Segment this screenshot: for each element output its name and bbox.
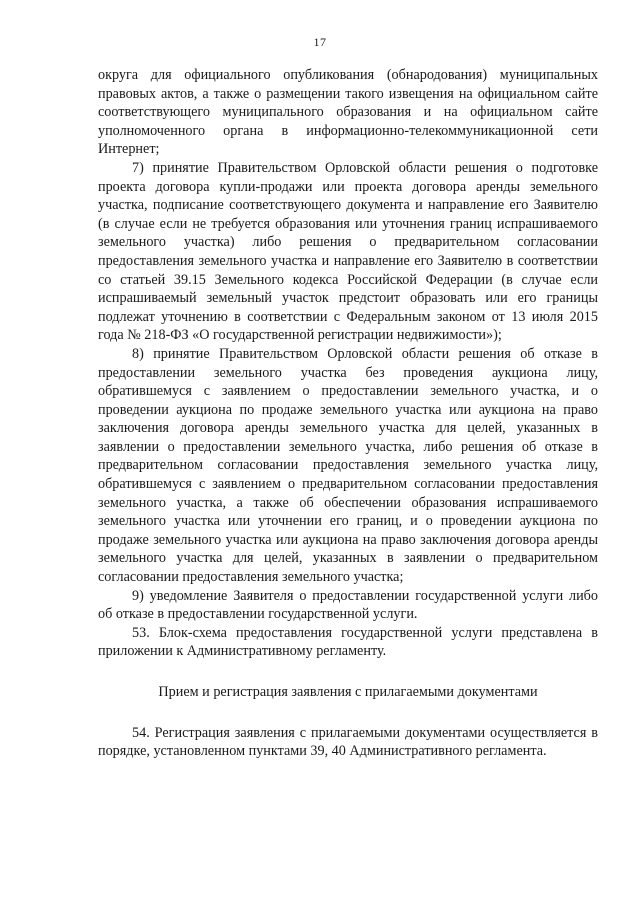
paragraph-item-7: 7) принятие Правительством Орловской области решения о подготовке проекта договора купли-продажи или проекта договора аренды земельного участка, подписание соответствующего документа и направление его Заявителю (в случае если не требуется образования или уточнения границ испрашиваемого земельного участка) либо решения о предварительном согласовании предоставления земельного участка и направление его Заявителю в соответствии со статьей 39.15 Земельного кодекса Российской Федерации (в случае если испрашиваемый земельный участок предстоит образовать или его границы подлежат уточнению в соответствии с Федеральным законом от 13 июля 2015 года № 218-ФЗ «О государственной регистрации недвижимости»);	[98, 159, 598, 344]
page-number: 17	[313, 35, 327, 49]
paragraph-item-53: 53. Блок-схема предоставления государственной услуги представлена в приложении к Административному регламенту.	[98, 624, 598, 660]
paragraph-item-9: 9) уведомление Заявителя о предоставлении государственной услуги либо об отказе в предоставлении государственной услуги.	[98, 587, 598, 623]
section-heading: Прием и регистрация заявления с прилагаемыми документами	[158, 684, 538, 700]
paragraph-item-54: 54. Регистрация заявления с прилагаемыми документами осуществляется в порядке, установленном пунктами 39, 40 Административного регламента.	[98, 724, 598, 760]
document-body	[98, 66, 598, 761]
paragraph-item-8: 8) принятие Правительством Орловской области решения об отказе в предоставлении земельного участка без проведения аукциона лицу, обратившемуся с заявлением о предоставлении земельного участка, и о проведении аукциона по продаже земельного участка или аукциона на право заключения договора аренды земельного участка для целей, указанных в заявлении о предоставлении земельного участка, либо решения об отказе в предварительном согласовании предоставления земельного участка лицу, обратившемуся с заявлением о предварительном согласовании предоставления земельного участка, а также об обеспечении образования испрашиваемого земельного участка или уточнении его границ, и о проведении аукциона по продаже земельного участка или аукциона на право заключения договора аренды земельного участка для целей, указанных в заявлении о предварительном согласовании предоставления земельного участка;	[98, 345, 598, 586]
paragraph-continuation: округа для официального опубликования (обнародования) муниципальных правовых актов, а также о размещении такого извещения на официальном сайте соответствующего муниципального образования и на официальном сайте уполномоченного органа в информационно-телекоммуникационной сети Интернет;	[98, 67, 598, 158]
